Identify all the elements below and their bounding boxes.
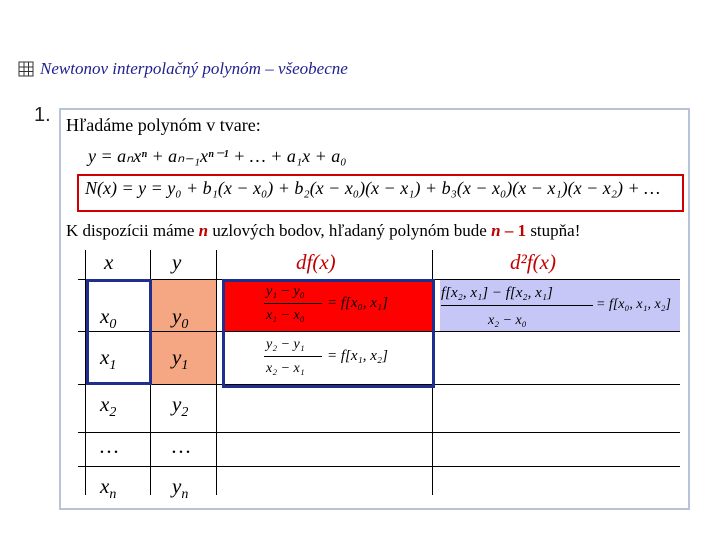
- y-value: [172, 345, 188, 374]
- grid-line: [78, 466, 680, 467]
- x-column-frame: [86, 279, 152, 385]
- section-title: [18, 57, 348, 81]
- y-symbol: y: [172, 474, 182, 498]
- note-n: n: [491, 221, 501, 240]
- x-value: [100, 345, 116, 374]
- y-symbol: y: [172, 345, 182, 369]
- df-result: = f[x₀, x₁]: [327, 295, 388, 311]
- df-numerator: y₁ − y₀: [266, 284, 305, 299]
- x-subscript: n: [109, 487, 117, 502]
- note-minus-one: – 1: [500, 221, 527, 240]
- y-subscript: n: [181, 487, 189, 502]
- x-value: [100, 434, 119, 463]
- df-denominator: x₁ − x₀: [266, 308, 305, 323]
- y-subscript: 2: [181, 405, 189, 420]
- x-symbol: …: [100, 434, 119, 458]
- fraction-bar: [441, 305, 593, 306]
- d2f-result: = f[x₀, x₁, x₂]: [596, 297, 671, 312]
- newton-formula: N(x) = y = y₀ + b₁(x − x₀) + b₂(x − x₀)(x − x₁) + b₃(x − x₀)(x − x₁)(x − x₂) + …: [85, 178, 661, 198]
- polynomial-form: y = aₙxⁿ + aₙ₋₁xⁿ⁻¹ + … + a₁x + a₀: [88, 146, 347, 166]
- d2f-denominator: x₂ − x₀: [488, 313, 527, 328]
- title-text: Newtonov interpolačný polynóm – všeobecne: [40, 59, 348, 78]
- y-symbol: y: [172, 392, 182, 416]
- y-value: [172, 474, 188, 503]
- note-part: stupňa!: [526, 221, 581, 240]
- note-part: uzlových bodov, hľadaný polynóm bude: [208, 221, 492, 240]
- x-value: [100, 474, 116, 503]
- x-value: [100, 392, 116, 421]
- x-symbol: x: [100, 474, 110, 498]
- note-n: n: [198, 221, 209, 240]
- x-symbol: x: [100, 345, 110, 369]
- grid-line: [216, 250, 217, 495]
- y-subscript: 1: [181, 358, 189, 373]
- y-value: [172, 392, 188, 421]
- table-icon: [18, 61, 34, 77]
- fraction-bar: [264, 303, 322, 304]
- y-subscript: 0: [181, 317, 189, 332]
- x-value: [100, 304, 116, 333]
- fraction-bar: [264, 356, 322, 357]
- df-denominator: x₂ − x₁: [266, 361, 305, 376]
- d2f-numerator: f[x₂, x₁] − f[x₂, x₁]: [441, 285, 553, 301]
- x-subscript: 2: [109, 405, 117, 420]
- x-subscript: 1: [109, 358, 117, 373]
- y-value: [172, 434, 191, 463]
- df-numerator: y₂ − y₁: [266, 337, 305, 352]
- x-subscript: 0: [109, 317, 117, 332]
- intro-text: Hľadáme polynóm v tvare:: [66, 115, 261, 135]
- df-result: = f[x₁, x₂]: [327, 348, 388, 364]
- y-symbol: …: [172, 434, 191, 458]
- x-symbol: x: [100, 392, 110, 416]
- degree-note: [66, 221, 580, 241]
- header-y: y: [172, 250, 182, 274]
- header-x: x: [104, 250, 114, 274]
- x-symbol: x: [100, 304, 110, 328]
- item-number: 1.: [34, 104, 51, 126]
- note-part: K dispozícii máme: [66, 221, 199, 240]
- y-symbol: y: [172, 304, 182, 328]
- header-df: df(x): [296, 250, 336, 274]
- header-d2f: d²f(x): [510, 250, 556, 274]
- y-value: [172, 304, 188, 333]
- grid-line: [78, 432, 680, 433]
